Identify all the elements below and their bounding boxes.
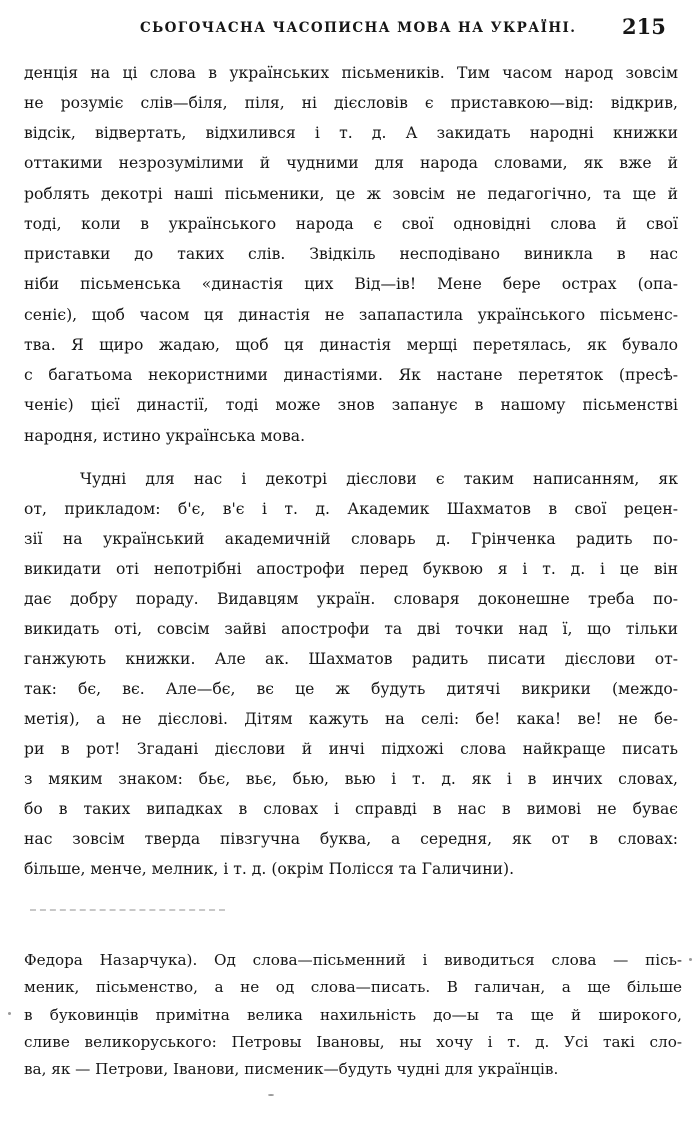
text-line: оттакими незрозумілими й чудними для народа словами, як вже й bbox=[24, 154, 678, 172]
text-line: Чудні для нас і декотрі дієслови є таким написанням, як bbox=[80, 470, 678, 488]
text-line: з мяким знаком: бьє, вьє, бью, вью і т. д. як і в инчих словах, bbox=[24, 770, 678, 788]
running-title: СЬОГОЧАСНА ЧАСОПИСНА МОВА НА УКРАЇНІ. bbox=[140, 20, 577, 36]
text-line: ченіє) цієї династії, тоді може знов запанує в нашому пісьменстві bbox=[24, 396, 678, 414]
text-line: метія), а не дієслові. Дітям кажуть на селі: бе! кака! ве! не бе- bbox=[24, 710, 678, 728]
text-line: викидати оті непотрібні апострофи перед буквою я і т. д. і це він bbox=[24, 560, 678, 578]
footnote-line: меник, пісьменство, а не од слова—писать. В галичан, а ще більше bbox=[24, 978, 682, 996]
footnote-line: Федора Назарчука). Од слова—пісьменний і виводиться слова — пісь- bbox=[24, 951, 682, 969]
text-line: викидать оті, совсім зайві апострофи та дві точки над ї, що тільки bbox=[24, 620, 678, 638]
print-speck bbox=[689, 958, 692, 961]
text-line: не розуміє слів—біля, піля, ні дієсловів є приставкою—від: відкрив, bbox=[24, 94, 678, 112]
text-line: народня, истино українська мова. bbox=[24, 427, 306, 445]
text-line: відсік, відвертать, відхилився і т. д. А закидать народні книжки bbox=[24, 124, 678, 142]
print-speck bbox=[8, 1012, 11, 1015]
footnote-rule bbox=[30, 909, 225, 913]
text-line: приставки до таких слів. Звідкіль несподівано виникла в нас bbox=[24, 245, 678, 263]
text-line: бо в таких випадках в словах і справді в нас в вимові не буває bbox=[24, 800, 678, 818]
text-line: с багатьома некористними династіями. Як настане перетяток (пресѣ- bbox=[24, 366, 678, 384]
text-line: дає добру пораду. Видавцям україн. словаря доконешне треба по- bbox=[24, 590, 678, 608]
footnote-line: сливе великоруського: Петровы Івановы, ны хочу і т. д. Усі такі сло- bbox=[24, 1033, 682, 1051]
text-line: тоді, коли в українського народа є свої одновідні слова й свої bbox=[24, 215, 678, 233]
text-line: ганжують книжки. Але ак. Шахматов радить писати дієслови от- bbox=[24, 650, 678, 668]
footnote-line: ва, як — Петрови, Іванови, писменик—будуть чудні для українців. bbox=[24, 1060, 559, 1078]
text-line: роблять декотрі наші пісьменики, це ж зовсім не педагогічно, та ще й bbox=[24, 185, 678, 203]
text-line: більше, менче, мелник, і т. д. (окрім Полісся та Галичини). bbox=[24, 860, 515, 878]
text-line: зії на український академичній словарь д. Грінченка радить по- bbox=[24, 530, 678, 548]
text-line: от, прикладом: б'є, в'є і т. д. Академик Шахматов в свої рецен- bbox=[24, 500, 678, 518]
text-line: ри в рот! Згадані дієслови й инчі підхожі слова найкраще писать bbox=[24, 740, 678, 758]
page-number: 215 bbox=[622, 14, 666, 39]
text-line: ніби пісьменська «династія цих Від—ів! Мене бере острах (опа- bbox=[24, 275, 678, 293]
footnote-line: в буковинців примітна велика нахильність до—ы та ще й широкого, bbox=[24, 1006, 682, 1024]
text-line: денція на ці слова в українських пісьмеників. Тим часом народ зовсім bbox=[24, 64, 678, 82]
text-line: нас зовсім тверда півзгучна буква, а середня, як от в словах: bbox=[24, 830, 678, 848]
print-speck bbox=[268, 1094, 274, 1096]
text-line: сеніє), щоб часом ця династія не запапастила українського пісьменс- bbox=[24, 306, 678, 324]
text-line: так: бє, вє. Але—бє, вє це ж будуть дитячі викрики (междо- bbox=[24, 680, 678, 698]
text-line: тва. Я щиро жадаю, щоб ця династія мерщі перетялась, як бувало bbox=[24, 336, 678, 354]
running-head bbox=[0, 14, 700, 44]
